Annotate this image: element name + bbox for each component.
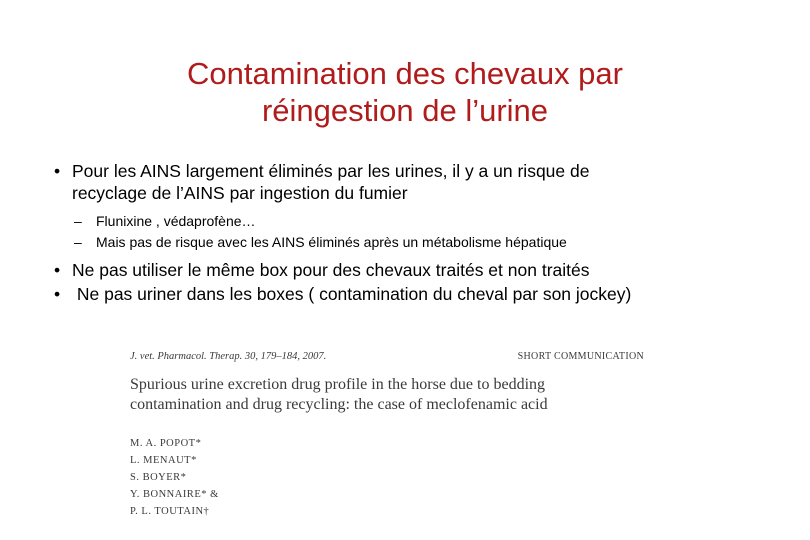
sub-bullet-dash: – (74, 213, 82, 229)
sub-bullet-dash: – (74, 234, 82, 250)
article-title (130, 375, 650, 415)
sub-bullet-text: Flunixine , védaprofène… (96, 213, 256, 229)
journal-citation: J. vet. Pharmacol. Therap. 30, 179–184, 2007. (130, 351, 327, 362)
article-type: SHORT COMMUNICATION (517, 351, 644, 362)
bullet-text-line2: recyclage de l’AINS par ingestion du fumier (72, 183, 408, 203)
author-name: Y. BONNAIRE* & (130, 489, 219, 500)
bullet-item-jockey (48, 282, 798, 306)
author-list (130, 435, 219, 520)
bullet-text: Ne pas uriner dans les boxes ( contamination du cheval par son jockey) (72, 284, 632, 304)
author-name: P. L. TOUTAIN† (130, 506, 210, 517)
author-name: L. MENAUT* (130, 455, 197, 466)
sub-bullet-flunixine (48, 211, 798, 232)
sub-bullet-metabolisme (48, 232, 798, 253)
article-title-line1: Spurious urine excretion drug profile in the horse due to bedding (130, 376, 546, 393)
bullet-list (48, 160, 798, 306)
bullet-dot: • (54, 260, 61, 280)
author-name: M. A. POPOT* (130, 438, 202, 449)
bullet-text-line1: Pour les AINS largement éliminés par les urines, il y a un risque de (72, 161, 590, 181)
slide-title-line1: Contamination des chevaux par (187, 56, 623, 91)
article-title-line2: contamination and drug recycling: the case of meclofenamic acid (130, 396, 548, 413)
bullet-item-box (48, 258, 798, 282)
bullet-dot: • (54, 161, 61, 181)
bullet-item-recyclage (48, 160, 798, 204)
bullet-dot: • (54, 284, 61, 304)
bullet-text: Ne pas utiliser le même box pour des chevaux traités et non traités (72, 260, 590, 280)
slide-title-line2: réingestion de l’urine (261, 93, 549, 128)
slide-title (0, 55, 810, 129)
sub-bullet-text: Mais pas de risque avec les AINS éliminés après un métabolisme hépatique (96, 234, 567, 250)
author-name: S. BOYER* (130, 472, 187, 483)
